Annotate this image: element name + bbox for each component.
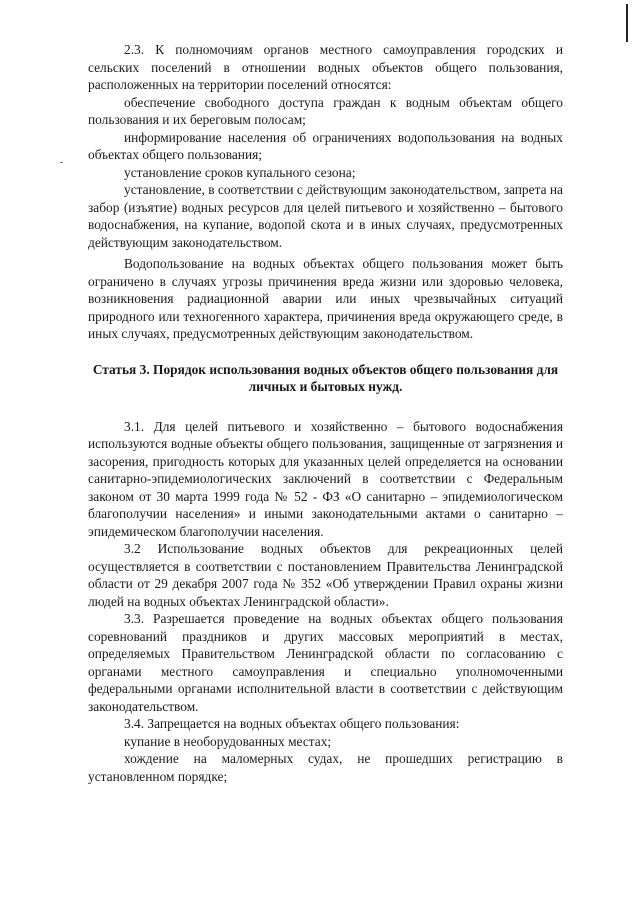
paragraph-3-3: 3.3. Разрешается проведение на водных объектах общего пользования соревнований праздников и других массовых мероприятий в местах, определяемых Правительством Ленинградской области по согласованию с органами местного самоуправления и специально уполномоченными федеральными органами исполнительной власти в соответствии с действующим законодательством.: [88, 611, 563, 714]
paragraph-3-2: 3.2 Использование водных объектов для рекреационных целей осуществляется в соответствии с постановлением Правительства Ленинградской области от 29 декабря 2007 года № 352 «Об утверждении Правил охраны жизни людей на водных объектах Ленинградской области».: [88, 541, 563, 609]
paragraph-2-3-item-access: обеспечение свободного доступа граждан к водным объектам общего пользования и их береговым полосам;: [88, 94, 563, 127]
paragraph-restriction: Водопользование на водных объектах общего пользования может быть ограничено в случаях угрозы причинения вреда жизни или здоровью человека, возникновения радиационной аварии или иных чрезвычайных ситуаций природного или техногенного характера, причинения вреда окружающего среде, в иных случаях, предусмотренных действующим законодательством.: [88, 256, 563, 341]
document-page: [88, 41, 563, 785]
scan-edge-mark: [626, 4, 628, 42]
paragraph-3-4: 3.4. Запрещается на водных объектах общего пользования:: [124, 716, 460, 731]
scan-speck: [60, 162, 63, 163]
paragraph-2-3-item-ban: установление, в соответствии с действующим законодательством, запрета на забор (изъятие) водных ресурсов для целей питьевого и хозяйственно – бытового водоснабжения, на купание, водопой скота и в иных случаях, предусмотренных действующим законодательством.: [88, 182, 563, 250]
paragraph-3-4-item-bathing: купание в необорудованных местах;: [124, 733, 332, 749]
article-3-heading: Статья 3. Порядок использования водных объектов общего пользования для личных и бытовых нужд.: [92, 361, 559, 394]
paragraph-2-3-item-informing: информирование населения об ограничениях водопользования на водных объектах общего пользования;: [88, 129, 563, 162]
paragraph-2-3-item-season: установление сроков купального сезона;: [124, 164, 356, 180]
paragraph-2-3: 2.3. К полномочиям органов местного самоуправления городских и сельских поселений в отношении водных объектов общего пользования, расположенных на территории поселений относятся:: [88, 42, 563, 92]
paragraph-3-1: 3.1. Для целей питьевого и хозяйственно – бытового водоснабжения используются водные объекты общего пользования, защищенные от загрязнения и засорения, пригодность которых для указанных целей определяется на основании санитарно-эпидемиологических заключений в соответствии с Федеральным законом от 30 марта 1999 года № 52 - ФЗ «О санитарно – эпидемиологическом благополучии населения» и иными законодательными актами о санитарно – эпидемическом благополучии населения.: [88, 418, 563, 539]
paragraph-3-4-item-boats: хождение на маломерных судах, не прошедших регистрацию в установленном порядке;: [88, 751, 563, 784]
